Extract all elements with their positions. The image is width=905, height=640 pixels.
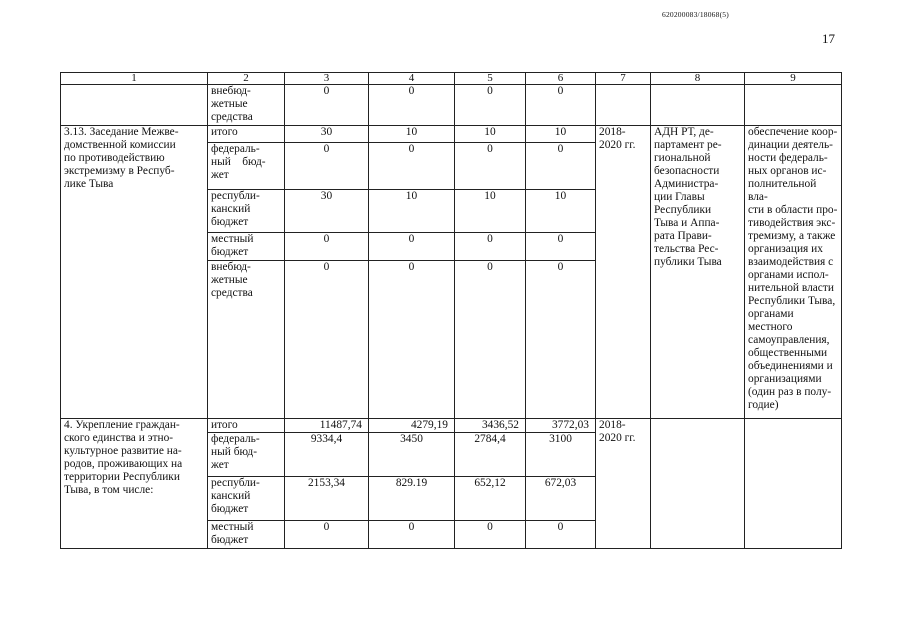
value-2019: 0 [455, 143, 526, 190]
expected-result [745, 419, 842, 549]
value-2018: 829.19 [369, 477, 455, 521]
activity-name: 3.13. Заседание Межве- домственной комиссии по противодействию экстремизму в Респуб- лике Тыва [61, 126, 208, 419]
column-header: 5 [455, 73, 526, 85]
value-2018: 0 [369, 261, 455, 419]
value-2020: 10 [526, 126, 596, 143]
column-header: 9 [745, 73, 842, 85]
funding-type: республи- канский бюджет [208, 190, 285, 233]
table-row [61, 85, 842, 126]
column-header: 7 [596, 73, 651, 85]
column-header: 2 [208, 73, 285, 85]
value-2020: 3100 [526, 433, 596, 477]
value-2020: 3772,03 [526, 419, 596, 433]
value-2018: 10 [369, 126, 455, 143]
period: 2018- 2020 гг. [596, 419, 651, 549]
value-2018: 0 [369, 233, 455, 261]
funding-type: внебюд- жетные средства [208, 85, 285, 126]
funding-type: итого [208, 126, 285, 143]
column-header: 6 [526, 73, 596, 85]
value-2020: 0 [526, 261, 596, 419]
column-number-row [61, 73, 842, 85]
cell-empty [651, 85, 745, 126]
value-2018: 0 [369, 143, 455, 190]
executor [651, 419, 745, 549]
value-2018: 10 [369, 190, 455, 233]
value-2018: 0 [369, 521, 455, 549]
value-total: 0 [285, 85, 369, 126]
value-total: 30 [285, 126, 369, 143]
value-2020: 672,03 [526, 477, 596, 521]
value-total: 0 [285, 143, 369, 190]
value-total: 0 [285, 233, 369, 261]
value-total: 0 [285, 261, 369, 419]
value-2019: 0 [455, 85, 526, 126]
page-number: 17 [822, 31, 835, 46]
document-id: 620200083/18068(5) [662, 10, 729, 19]
funding-type: республи- канский бюджет [208, 477, 285, 521]
value-2019: 0 [455, 521, 526, 549]
activity-name: 4. Укрепление граждан- ского единства и этно- культурное развитие на- родов, проживающих на территории Республики Тыва, в том числе: [61, 419, 208, 549]
column-header: 3 [285, 73, 369, 85]
executor: АДН РТ, де- партамент ре- гиональной безопасности Администра- ции Главы Республики Тыва и Аппа- рата Прави- тельства Рес- публики Тыва [651, 126, 745, 419]
value-total: 0 [285, 521, 369, 549]
value-2019: 10 [455, 126, 526, 143]
value-2019: 0 [455, 233, 526, 261]
value-2019: 2784,4 [455, 433, 526, 477]
cell-empty [596, 85, 651, 126]
budget-table [60, 72, 842, 549]
value-total: 9334,4 [285, 433, 369, 477]
funding-type: внебюд- жетные средства [208, 261, 285, 419]
cell-empty [745, 85, 842, 126]
value-2019: 652,12 [455, 477, 526, 521]
column-header: 8 [651, 73, 745, 85]
column-header: 1 [61, 73, 208, 85]
value-2020: 0 [526, 521, 596, 549]
cell-empty [61, 85, 208, 126]
value-2020: 0 [526, 233, 596, 261]
value-total: 30 [285, 190, 369, 233]
value-2018: 3450 [369, 433, 455, 477]
expected-result: обеспечение коор- динации деятель- ности федераль- ных органов ис- полнительной вла- сти в области про- тиводействия экс- тремизму, а также организация их взаимодействия с органами испол- нительной власти Республики Тыва, органами местного самоуправления, общественными объединениями и организациями (один раз в полу- годие) [745, 126, 842, 419]
value-2020: 0 [526, 85, 596, 126]
value-total: 11487,74 [285, 419, 369, 433]
funding-type: федераль- ный бюд- жет [208, 433, 285, 477]
funding-type: итого [208, 419, 285, 433]
value-2020: 0 [526, 143, 596, 190]
value-2018: 0 [369, 85, 455, 126]
funding-type: федераль- ный бюд- жет [208, 143, 285, 190]
value-2019: 0 [455, 261, 526, 419]
value-total: 2153,34 [285, 477, 369, 521]
value-2019: 10 [455, 190, 526, 233]
column-header: 4 [369, 73, 455, 85]
funding-type: местный бюджет [208, 521, 285, 549]
table-row [61, 126, 842, 143]
value-2018: 4279,19 [369, 419, 455, 433]
table-row [61, 419, 842, 433]
value-2020: 10 [526, 190, 596, 233]
value-2019: 3436,52 [455, 419, 526, 433]
period: 2018- 2020 гг. [596, 126, 651, 419]
funding-type: местный бюджет [208, 233, 285, 261]
